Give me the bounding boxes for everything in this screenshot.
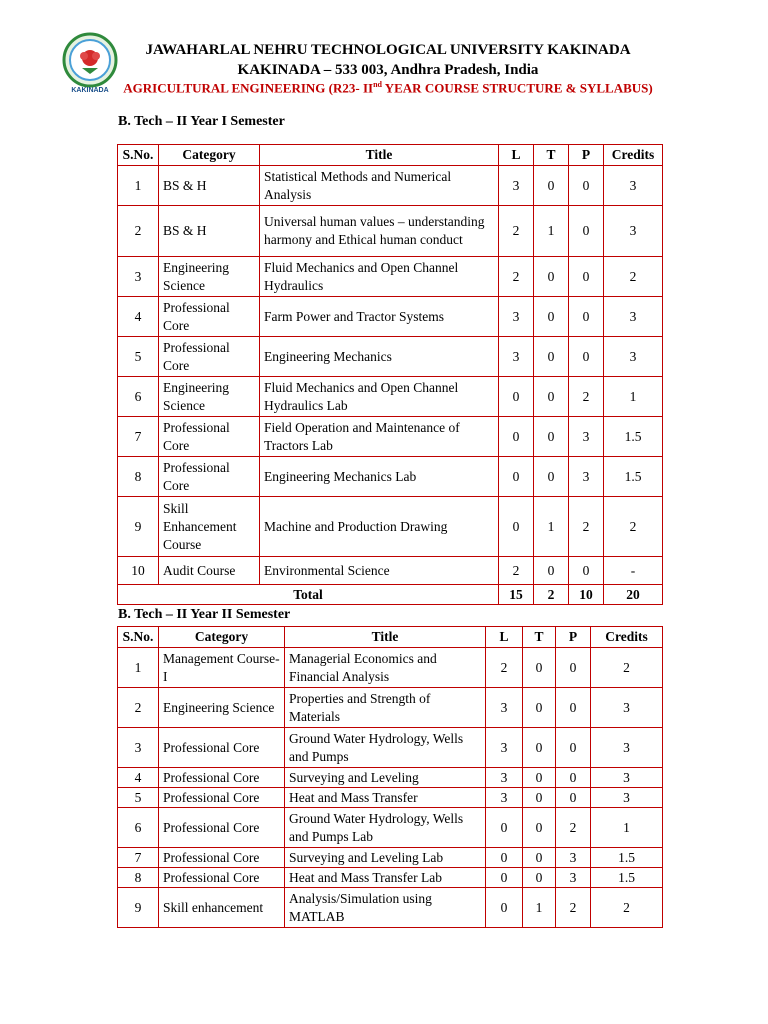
table-row xyxy=(118,868,663,888)
cell-sno: 6 xyxy=(118,808,159,848)
cell-p: 0 xyxy=(569,257,604,297)
table-row xyxy=(118,808,663,848)
cell-title: Surveying and Leveling xyxy=(285,768,486,788)
cell-credits: 3 xyxy=(591,728,663,768)
col-credits: Credits xyxy=(591,627,663,648)
semester-2-title: B. Tech – II Year II Semester xyxy=(118,607,291,622)
semester-1-table xyxy=(117,144,663,605)
cell-title: Managerial Economics and Financial Analysis xyxy=(285,648,486,688)
cell-p: 3 xyxy=(569,417,604,457)
cell-title: Field Operation and Maintenance of Tractors Lab xyxy=(260,417,499,457)
cell-l: 3 xyxy=(499,297,534,337)
cell-category: BS & H xyxy=(159,166,260,206)
col-category: Category xyxy=(159,145,260,166)
cell-t: 1 xyxy=(523,888,556,928)
cell-title: Farm Power and Tractor Systems xyxy=(260,297,499,337)
cell-sno: 3 xyxy=(118,257,159,297)
cell-p: 2 xyxy=(569,377,604,417)
cell-l: 0 xyxy=(486,888,523,928)
cell-t: 0 xyxy=(534,377,569,417)
cell-title: Universal human values – understanding harmony and Ethical human conduct xyxy=(260,206,499,257)
cell-l: 3 xyxy=(486,688,523,728)
cell-credits: 3 xyxy=(604,206,663,257)
cell-sno: 9 xyxy=(118,497,159,557)
cell-l: 2 xyxy=(499,206,534,257)
cell-sno: 4 xyxy=(118,768,159,788)
cell-t: 0 xyxy=(534,557,569,585)
cell-p: 2 xyxy=(556,808,591,848)
cell-title: Surveying and Leveling Lab xyxy=(285,848,486,868)
university-logo xyxy=(62,32,118,98)
col-sno: S.No. xyxy=(118,145,159,166)
cell-title: Machine and Production Drawing xyxy=(260,497,499,557)
cell-t: 0 xyxy=(523,848,556,868)
cell-title: Analysis/Simulation using MATLAB xyxy=(285,888,486,928)
cell-p: 0 xyxy=(569,557,604,585)
cell-sno: 10 xyxy=(118,557,159,585)
table-row xyxy=(118,377,663,417)
cell-category: Management Course- I xyxy=(159,648,285,688)
table-row xyxy=(118,337,663,377)
table-row xyxy=(118,166,663,206)
cell-t: 0 xyxy=(523,688,556,728)
col-l: L xyxy=(486,627,523,648)
cell-l: 3 xyxy=(486,728,523,768)
col-title: Title xyxy=(260,145,499,166)
table-row xyxy=(118,848,663,868)
cell-l: 0 xyxy=(486,808,523,848)
table-row xyxy=(118,206,663,257)
cell-p: 0 xyxy=(569,166,604,206)
cell-category: Skill Enhancement Course xyxy=(159,497,260,557)
cell-sno: 1 xyxy=(118,648,159,688)
logo-text: KAKINADA xyxy=(71,87,109,94)
cell-l: 2 xyxy=(499,257,534,297)
cell-title: Statistical Methods and Numerical Analysis xyxy=(260,166,499,206)
cell-credits: 1.5 xyxy=(604,457,663,497)
cell-t: 0 xyxy=(523,868,556,888)
col-t: T xyxy=(534,145,569,166)
col-title: Title xyxy=(285,627,486,648)
cell-credits: 3 xyxy=(604,297,663,337)
cell-sno: 3 xyxy=(118,728,159,768)
cell-category: Engineering Science xyxy=(159,257,260,297)
cell-sno: 1 xyxy=(118,166,159,206)
cell-category: Engineering Science xyxy=(159,688,285,728)
cell-title: Heat and Mass Transfer xyxy=(285,788,486,808)
cell-l: 3 xyxy=(486,768,523,788)
cell-p: 0 xyxy=(556,788,591,808)
cell-credits: 3 xyxy=(591,768,663,788)
col-credits: Credits xyxy=(604,145,663,166)
table-row xyxy=(118,768,663,788)
cell-p: 3 xyxy=(556,848,591,868)
cell-title: Ground Water Hydrology, Wells and Pumps xyxy=(285,728,486,768)
cell-category: Professional Core xyxy=(159,788,285,808)
cell-t: 0 xyxy=(534,417,569,457)
cell-title: Environmental Science xyxy=(260,557,499,585)
semester-1-title: B. Tech – II Year I Semester xyxy=(118,114,285,129)
table-row xyxy=(118,888,663,928)
cell-credits: 1.5 xyxy=(591,848,663,868)
cell-sno: 8 xyxy=(118,457,159,497)
university-address: KAKINADA – 533 003, Andhra Pradesh, India xyxy=(237,62,539,78)
cell-t: 0 xyxy=(534,337,569,377)
cell-category: Professional Core xyxy=(159,337,260,377)
table-row xyxy=(118,688,663,728)
cell-credits: 1 xyxy=(604,377,663,417)
cell-credits: 1.5 xyxy=(604,417,663,457)
cell-l: 3 xyxy=(499,166,534,206)
cell-p: 0 xyxy=(556,728,591,768)
cell-category: Professional Core xyxy=(159,417,260,457)
total-t: 2 xyxy=(534,585,569,605)
table-row xyxy=(118,557,663,585)
cell-t: 0 xyxy=(523,768,556,788)
cell-p: 0 xyxy=(556,648,591,688)
cell-p: 3 xyxy=(556,868,591,888)
cell-l: 0 xyxy=(499,377,534,417)
cell-l: 3 xyxy=(486,788,523,808)
cell-credits: 3 xyxy=(604,166,663,206)
university-name: JAWAHARLAL NEHRU TECHNOLOGICAL UNIVERSITY KAKINADA xyxy=(145,42,631,58)
cell-sno: 2 xyxy=(118,688,159,728)
table-row xyxy=(118,257,663,297)
col-t: T xyxy=(523,627,556,648)
cell-p: 0 xyxy=(569,297,604,337)
cell-category: Professional Core xyxy=(159,808,285,848)
cell-t: 0 xyxy=(523,808,556,848)
cell-credits: 2 xyxy=(591,888,663,928)
col-category: Category xyxy=(159,627,285,648)
cell-category: Engineering Science xyxy=(159,377,260,417)
cell-title: Engineering Mechanics Lab xyxy=(260,457,499,497)
cell-title: Properties and Strength of Materials xyxy=(285,688,486,728)
total-credits: 20 xyxy=(604,585,663,605)
table-row xyxy=(118,297,663,337)
cell-sno: 7 xyxy=(118,848,159,868)
table-row xyxy=(118,788,663,808)
cell-credits: - xyxy=(604,557,663,585)
cell-sno: 2 xyxy=(118,206,159,257)
total-p: 10 xyxy=(569,585,604,605)
cell-t: 0 xyxy=(523,648,556,688)
document-subtitle: AGRICULTURAL ENGINEERING (R23- IInd YEAR COURSE STRUCTURE & SYLLABUS) xyxy=(123,80,653,96)
table-header-row xyxy=(118,627,663,648)
cell-title: Heat and Mass Transfer Lab xyxy=(285,868,486,888)
table-row xyxy=(118,457,663,497)
total-label: Total xyxy=(118,585,499,605)
cell-sno: 4 xyxy=(118,297,159,337)
cell-t: 1 xyxy=(534,497,569,557)
cell-p: 2 xyxy=(556,888,591,928)
cell-category: Professional Core xyxy=(159,297,260,337)
cell-l: 0 xyxy=(499,417,534,457)
cell-p: 0 xyxy=(556,688,591,728)
cell-category: BS & H xyxy=(159,206,260,257)
cell-credits: 3 xyxy=(591,788,663,808)
cell-l: 0 xyxy=(499,457,534,497)
cell-category: Professional Core xyxy=(159,848,285,868)
cell-sno: 7 xyxy=(118,417,159,457)
table-row xyxy=(118,728,663,768)
cell-sno: 5 xyxy=(118,337,159,377)
cell-credits: 2 xyxy=(604,497,663,557)
cell-credits: 2 xyxy=(604,257,663,297)
cell-credits: 3 xyxy=(591,688,663,728)
cell-category: Audit Course xyxy=(159,557,260,585)
cell-category: Professional Core xyxy=(159,457,260,497)
col-l: L xyxy=(499,145,534,166)
cell-sno: 5 xyxy=(118,788,159,808)
table-row xyxy=(118,497,663,557)
cell-t: 0 xyxy=(523,728,556,768)
cell-sno: 8 xyxy=(118,868,159,888)
cell-title: Ground Water Hydrology, Wells and Pumps Lab xyxy=(285,808,486,848)
cell-l: 2 xyxy=(486,648,523,688)
cell-t: 1 xyxy=(534,206,569,257)
col-p: P xyxy=(569,145,604,166)
cell-l: 3 xyxy=(499,337,534,377)
cell-title: Engineering Mechanics xyxy=(260,337,499,377)
cell-category: Professional Core xyxy=(159,768,285,788)
cell-t: 0 xyxy=(534,297,569,337)
table-row xyxy=(118,648,663,688)
cell-l: 2 xyxy=(499,557,534,585)
cell-t: 0 xyxy=(534,257,569,297)
cell-t: 0 xyxy=(534,166,569,206)
cell-sno: 9 xyxy=(118,888,159,928)
cell-p: 3 xyxy=(569,457,604,497)
cell-category: Skill enhancement xyxy=(159,888,285,928)
table-header-row xyxy=(118,145,663,166)
table-row xyxy=(118,417,663,457)
cell-p: 2 xyxy=(569,497,604,557)
total-row xyxy=(118,585,663,605)
cell-p: 0 xyxy=(569,337,604,377)
cell-t: 0 xyxy=(534,457,569,497)
cell-credits: 1.5 xyxy=(591,868,663,888)
cell-t: 0 xyxy=(523,788,556,808)
semester-2-table xyxy=(117,626,663,928)
cell-category: Professional Core xyxy=(159,868,285,888)
cell-credits: 2 xyxy=(591,648,663,688)
cell-l: 0 xyxy=(486,848,523,868)
total-l: 15 xyxy=(499,585,534,605)
cell-sno: 6 xyxy=(118,377,159,417)
cell-p: 0 xyxy=(569,206,604,257)
col-p: P xyxy=(556,627,591,648)
cell-p: 0 xyxy=(556,768,591,788)
cell-l: 0 xyxy=(499,497,534,557)
cell-l: 0 xyxy=(486,868,523,888)
cell-title: Fluid Mechanics and Open Channel Hydraulics xyxy=(260,257,499,297)
col-sno: S.No. xyxy=(118,627,159,648)
cell-credits: 3 xyxy=(604,337,663,377)
cell-category: Professional Core xyxy=(159,728,285,768)
cell-credits: 1 xyxy=(591,808,663,848)
cell-title: Fluid Mechanics and Open Channel Hydraulics Lab xyxy=(260,377,499,417)
